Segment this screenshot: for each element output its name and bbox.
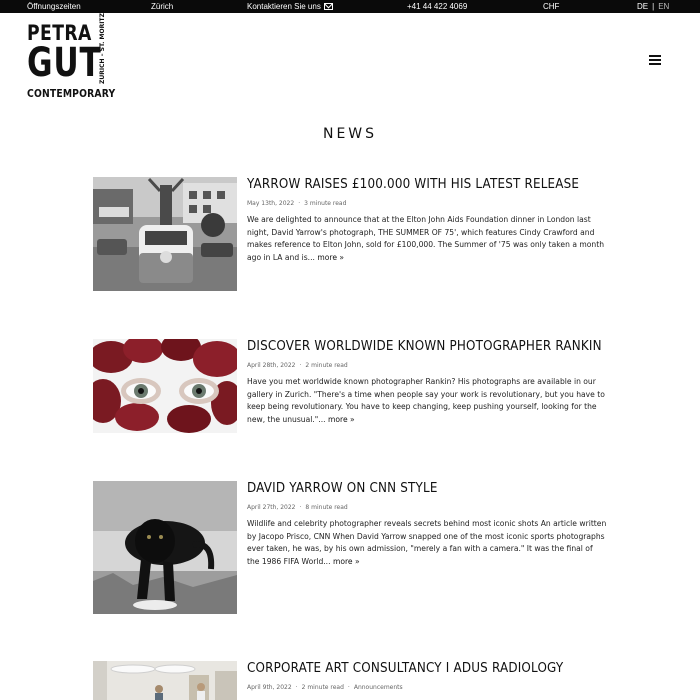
news-content <box>247 177 607 264</box>
contact-link[interactable] <box>247 1 333 12</box>
news-date: May 13th, 2022 <box>247 200 295 207</box>
news-excerpt-text: Wildlife and celebrity photographer reveals secrets behind most iconic shots An article written by Jacopo Prisco, CNN When David Yarrow snapped one of the most iconic sports photographs ever taken, he was, by his own admission, "merely a fan with a camera." It was the final of the 1986 FIFA World... <box>247 519 607 566</box>
news-excerpt <box>247 376 607 426</box>
news-meta: April 9th, 2022 · 2 minute read · Announcements <box>247 684 403 691</box>
news-read-time: 2 minute read <box>305 362 348 369</box>
news-title[interactable]: CORPORATE ART CONSULTANCY I ADUS RADIOLOGY <box>247 661 564 676</box>
menu-icon[interactable] <box>649 55 661 65</box>
news-date: April 9th, 2022 <box>247 684 292 691</box>
news-title[interactable]: DAVID YARROW ON CNN STYLE <box>247 481 438 496</box>
site-logo[interactable] <box>27 21 116 101</box>
news-read-time: 2 minute read <box>301 684 344 691</box>
opening-hours-link[interactable]: Öffnungszeiten <box>27 2 81 11</box>
location-link[interactable]: Zürich <box>151 2 174 11</box>
logo-vertical-text: ZURICH – ST. MORITZ <box>99 13 106 84</box>
mail-icon <box>324 3 333 10</box>
office-interior-photo[interactable] <box>93 661 237 700</box>
news-excerpt-text: Have you met worldwide known photographer Rankin? His photographs are available in our gallery in Zurich. "There's a time when people say your work is revolutionary, but you have to keep being revolutionary. You have to keep changing, keep pushing yourself, looking for the new, the unusual."... <box>247 377 605 424</box>
news-excerpt <box>247 214 607 264</box>
news-meta: April 27th, 2022 · 8 minute read <box>247 504 348 511</box>
news-read-time: 3 minute read <box>304 200 347 207</box>
news-title[interactable]: YARROW RAISES £100.000 WITH HIS LATEST RELEASE <box>247 177 580 192</box>
news-read-time: 8 minute read <box>305 504 348 511</box>
read-more-link[interactable]: more » <box>332 556 360 566</box>
page-title: NEWS <box>322 126 378 142</box>
eyes-with-petals-photo[interactable] <box>93 339 237 433</box>
logo-line-2: GUT <box>27 40 102 86</box>
read-more-link[interactable]: more » <box>327 414 355 424</box>
news-meta: May 13th, 2022 · 3 minute read <box>247 200 347 207</box>
news-excerpt <box>247 518 607 568</box>
logo-line-3: CONTEMPORARY <box>27 87 116 100</box>
vintage-vw-van-photo[interactable] <box>93 177 237 291</box>
news-excerpt-text: We are delighted to announce that at the Elton John Aids Foundation dinner in London last night, David Yarrow's photograph, THE SUMMER OF 75', which features Cindy Crawford and makes reference to Elton John, sold for £100,000. The Summer of '75 was only taken a month ago in LA and is... <box>247 215 605 262</box>
lang-en-link[interactable]: EN <box>658 2 670 11</box>
currency-selector[interactable]: CHF <box>543 2 560 11</box>
news-content <box>247 339 607 426</box>
news-date: April 27th, 2022 <box>247 504 296 511</box>
news-category[interactable]: Announcements <box>353 684 403 691</box>
read-more-link[interactable]: more » <box>317 252 345 262</box>
phone-link[interactable]: +41 44 422 4069 <box>407 2 468 11</box>
news-content <box>247 481 607 568</box>
black-panther-photo[interactable] <box>93 481 237 614</box>
language-switcher <box>637 1 669 12</box>
news-title[interactable]: DISCOVER WORLDWIDE KNOWN PHOTOGRAPHER RANKIN <box>247 339 602 354</box>
lang-separator: | <box>652 2 655 11</box>
news-meta: April 28th, 2022 · 2 minute read <box>247 362 348 369</box>
news-content <box>247 661 607 691</box>
news-date: April 28th, 2022 <box>247 362 296 369</box>
top-bar <box>0 0 700 13</box>
contact-label: Kontaktieren Sie uns <box>247 2 321 11</box>
logo-line-1: PETRA <box>27 21 92 45</box>
lang-de-link[interactable]: DE <box>637 2 649 11</box>
